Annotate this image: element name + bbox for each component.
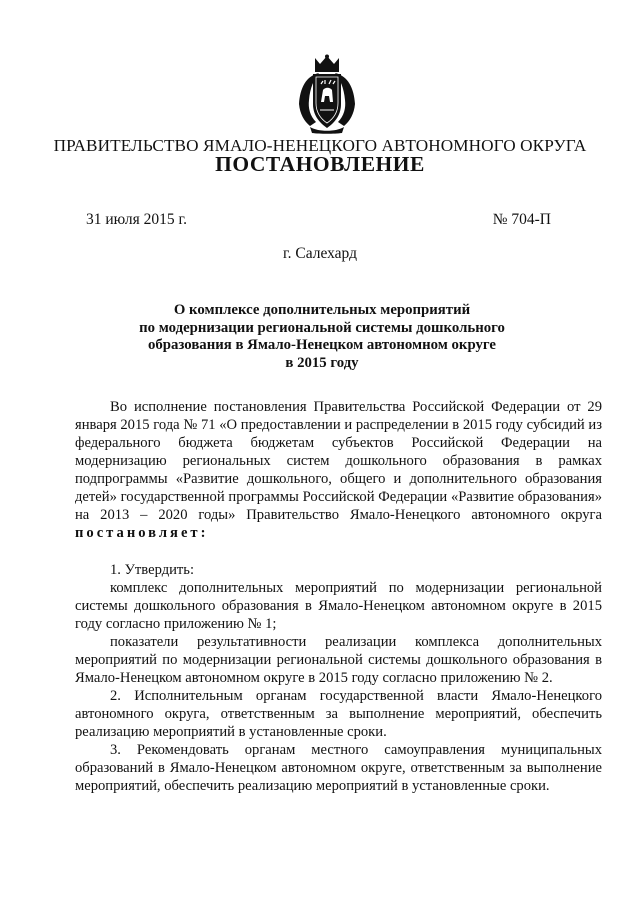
document-city: г. Салехард [283,245,357,262]
title-line: в 2015 году [285,354,359,371]
preamble-text: Во исполнение постановления Правительства Российской Федерации от 29 января 2015 года № 71 «О предоставлении и распределении в 2015 году субсидий из федерального бюджета бюджетам субъектов Российской Федерации на модернизацию региональных систем дошкольного образования в рамках подпрограммы «Развитие дошкольного, общего и дополнительного образования детей» государственной программы Российской Федерации «Развитие образования» на 2013 – 2020 годы» Правительство Ямало-Ненецкого автономного округа [75,399,602,523]
preamble-paragraph [75,398,602,542]
document-date: 31 июля 2015 г. [86,211,187,228]
title-line: по модернизации региональной системы дошкольного [139,319,505,336]
document-title [120,302,524,372]
coat-of-arms-icon [296,54,358,134]
title-line: О комплексе дополнительных мероприятий [173,302,471,318]
resolves-word: постановляет: [75,525,209,541]
title-line: образования в Ямало-Ненецком автономном округе [148,337,496,353]
document-body [75,398,602,795]
document-number: № 704-П [492,211,551,228]
organization-name: ПРАВИТЕЛЬСТВО ЯМАЛО-НЕНЕЦКОГО АВТОНОМНОГО ОКРУГА [53,136,587,155]
item-2-paragraph: 2. Исполнительным органам государственной власти Ямало-Ненецкого автономного округа, ответственным за выполнение мероприятий, обеспечить реализацию мероприятий в установленные сроки. [75,688,602,740]
item-3-paragraph: 3. Рекомендовать органам местного самоуправления муниципальных образований в Ямало-Ненецком автономном округе, ответственным за выполнение мероприятий, обеспечить реализацию мероприятий в установленные сроки. [75,742,602,794]
item-1-subitem-a: комплекс дополнительных мероприятий по модернизации региональной системы дошкольного образования в Ямало-Ненецком автономном округе в 2015 году согласно приложению № 1; [75,580,602,632]
item-1-subitem-b: показатели результативности реализации комплекса дополнительных мероприятий по модернизации региональной системы дошкольного образования в Ямало-Ненецком автономном округе в 2015 году согласно приложению № 2. [75,634,602,686]
document-type: ПОСТАНОВЛЕНИЕ [215,152,425,176]
item-1-heading: 1. Утвердить: [110,562,195,578]
